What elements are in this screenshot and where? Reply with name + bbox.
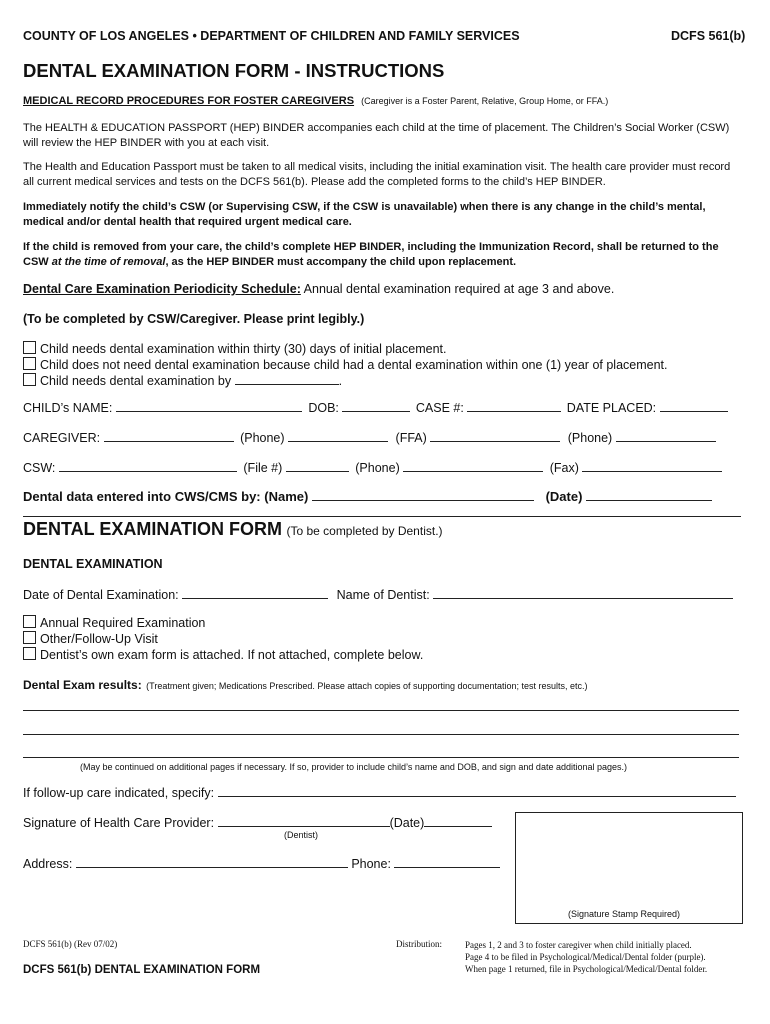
ffa-phone-field[interactable] (616, 430, 716, 442)
followup-label: If follow-up care indicated, specify: (23, 786, 215, 800)
phone-label: Phone: (351, 857, 391, 871)
checkbox[interactable] (23, 341, 36, 354)
footer-form-name: DCFS 561(b) DENTAL EXAMINATION FORM (23, 964, 261, 976)
dob-field[interactable] (342, 400, 410, 412)
check-row-not-needed[interactable] (23, 357, 667, 373)
caregiver-row (23, 430, 716, 445)
distribution-line: When page 1 returned, file in Psychological/Medical/Dental folder. (465, 964, 708, 974)
paragraph-notify: Immediately notify the child’s CSW (or Supervising CSW, if the CSW is unavailable) when there is any change in the child’s mental, medical and/or dental health that required urgent medical care. (23, 201, 706, 228)
dental-exam-section: DENTAL EXAMINATION (23, 557, 163, 571)
exam-form-heading (23, 519, 443, 540)
ffa-phone-label: (Phone) (567, 431, 613, 445)
record-heading: MEDICAL RECORD PROCEDURES FOR FOSTER CAREGIVERS (23, 95, 355, 107)
dob-label: DOB: (308, 401, 339, 415)
check-label: Child does not need dental examination because child had a dental examination within one (1) year of placement. (40, 358, 668, 372)
dentist-name-label: Name of Dentist: (336, 588, 430, 602)
placement-checks (23, 341, 667, 389)
cws-cms-row (23, 489, 712, 504)
fax-label: (Fax) (549, 461, 579, 475)
child-name-field[interactable] (116, 400, 302, 412)
check-row-needed-by[interactable]: Child needs dental examination by . (23, 373, 667, 389)
option-label: Dentist’s own exam form is attached. If not attached, complete below. (40, 648, 424, 662)
checkbox[interactable] (23, 615, 36, 628)
periodicity-text: Annual dental examination required at age 3 and above. (303, 282, 615, 296)
date-placed-label: DATE PLACED: (566, 401, 657, 415)
needed-by-date-field[interactable] (235, 373, 339, 385)
results-line-3[interactable] (23, 757, 739, 758)
checkbox[interactable] (23, 357, 36, 370)
file-field[interactable] (286, 460, 349, 472)
caregiver-phone-label: (Phone) (240, 431, 285, 445)
removal-text-c: , as the HEP BINDER must accompany the child upon replacement. (165, 256, 517, 268)
removal-text-a: If the child is removed from your care, the child’s complete HEP BINDER, including the Immunization Record, shall be returned to the CSW (23, 241, 719, 268)
csw-note: (To be completed by CSW/Caregiver. Please print legibly.) (23, 312, 365, 326)
periodicity-label: Dental Care Examination Periodicity Schedule: (23, 282, 301, 296)
ffa-label: (FFA) (395, 431, 427, 445)
checkbox[interactable] (23, 631, 36, 644)
option-label: Annual Required Examination (40, 616, 206, 630)
address-row (23, 856, 500, 871)
checkbox[interactable] (23, 373, 36, 386)
exam-date-row (23, 587, 733, 602)
caregiver-field[interactable] (104, 430, 234, 442)
followup-row (23, 785, 736, 800)
csw-label: CSW: (23, 461, 56, 475)
paragraph-passport: The Health and Education Passport must be taken to all medical visits, including the initial examination visit. The health care provider must record all current medical services and tests on the DCFS 561(b). Please add the completed forms to the child’s HEP BINDER. (23, 161, 731, 188)
option-annual[interactable] (23, 615, 423, 631)
address-field[interactable] (76, 856, 348, 868)
paragraph-removal (23, 240, 743, 270)
check-label: Child needs dental examination by (40, 374, 232, 388)
address-label: Address: (23, 857, 73, 871)
signature-date-label: (Date) (389, 816, 425, 830)
exam-form-title: DENTAL EXAMINATION FORM (23, 519, 282, 539)
distribution-line: Pages 1, 2 and 3 to foster caregiver when child initially placed. (465, 940, 692, 950)
date-placed-field[interactable] (660, 400, 728, 412)
followup-field[interactable] (218, 785, 736, 797)
exam-date-field[interactable] (182, 587, 328, 599)
stamp-caption: (Signature Stamp Required) (568, 909, 681, 919)
caregiver-label: CAREGIVER: (23, 431, 101, 445)
ffa-field[interactable] (430, 430, 560, 442)
entered-by-field[interactable] (312, 489, 534, 501)
results-note: (Treatment given; Medications Prescribed. Please attach copies of supporting documentation; test results, etc.) (146, 681, 588, 691)
entered-date-label: (Date) (545, 489, 583, 504)
child-row (23, 400, 728, 415)
record-note: (Caregiver is a Foster Parent, Relative, Group Home, or FFA.) (361, 96, 609, 106)
continued-note: (May be continued on additional pages if necessary. If so, provider to include child’s name and DOB, and sign and date additional pages.) (80, 762, 628, 772)
exam-form-note: (To be completed by Dentist.) (286, 524, 443, 538)
results-label: Dental Exam results: (23, 678, 142, 692)
paragraph-hep-binder: The HEALTH & EDUCATION PASSPORT (HEP) BINDER accompanies each child at the time of placement. The Children’s Social Worker (CSW) will review the HEP BINDER with you at each visit. (23, 122, 730, 149)
instructions-title: DENTAL EXAMINATION FORM - INSTRUCTIONS (23, 60, 445, 81)
entered-date-field[interactable] (586, 489, 712, 501)
dentist-name-field[interactable] (433, 587, 733, 599)
signature-stamp-box[interactable] (515, 812, 743, 924)
distribution-list (465, 939, 707, 975)
periodicity-line (23, 282, 614, 296)
exam-date-label: Date of Dental Examination: (23, 588, 179, 602)
entered-by-label: Dental data entered into CWS/CMS by: (Name) (23, 489, 309, 504)
case-label: CASE #: (415, 401, 464, 415)
distribution-line: Page 4 to be filed in Psychological/Medical/Dental folder (purple). (465, 952, 706, 962)
results-line-2[interactable] (23, 734, 739, 735)
signature-field[interactable] (218, 815, 390, 827)
option-label: Other/Follow-Up Visit (40, 632, 158, 646)
case-field[interactable] (467, 400, 561, 412)
child-name-label: CHILD’s NAME: (23, 401, 113, 415)
caregiver-phone-field[interactable] (288, 430, 388, 442)
results-line-1[interactable] (23, 710, 739, 711)
file-label: (File #) (243, 461, 283, 475)
csw-phone-field[interactable] (403, 460, 543, 472)
results-line (23, 676, 588, 694)
form-code: DCFS 561(b) (671, 29, 746, 43)
distribution-label: Distribution: (396, 939, 443, 949)
visit-type-checks (23, 615, 423, 663)
section-divider (23, 516, 741, 517)
signature-date-field[interactable] (424, 815, 492, 827)
checkbox[interactable] (23, 647, 36, 660)
check-row-30-days[interactable] (23, 341, 667, 357)
phone-field[interactable] (394, 856, 500, 868)
revision-label: DCFS 561(b) (Rev 07/02) (23, 939, 118, 949)
csw-phone-label: (Phone) (355, 461, 400, 475)
check-label: Child needs dental examination within thirty (30) days of initial placement. (40, 342, 447, 356)
fax-field[interactable] (582, 460, 722, 472)
csw-row (23, 460, 722, 475)
removal-text-b: at the time of removal (51, 256, 166, 268)
agency-header: COUNTY OF LOS ANGELES • DEPARTMENT OF CHILDREN AND FAMILY SERVICES (23, 29, 520, 43)
csw-field[interactable] (59, 460, 237, 472)
signature-label: Signature of Health Care Provider: (23, 816, 215, 830)
record-procedures-line (23, 95, 608, 107)
option-followup[interactable] (23, 631, 423, 647)
option-own-form[interactable] (23, 647, 423, 663)
dentist-caption: (Dentist) (284, 830, 319, 840)
signature-row (23, 815, 492, 830)
